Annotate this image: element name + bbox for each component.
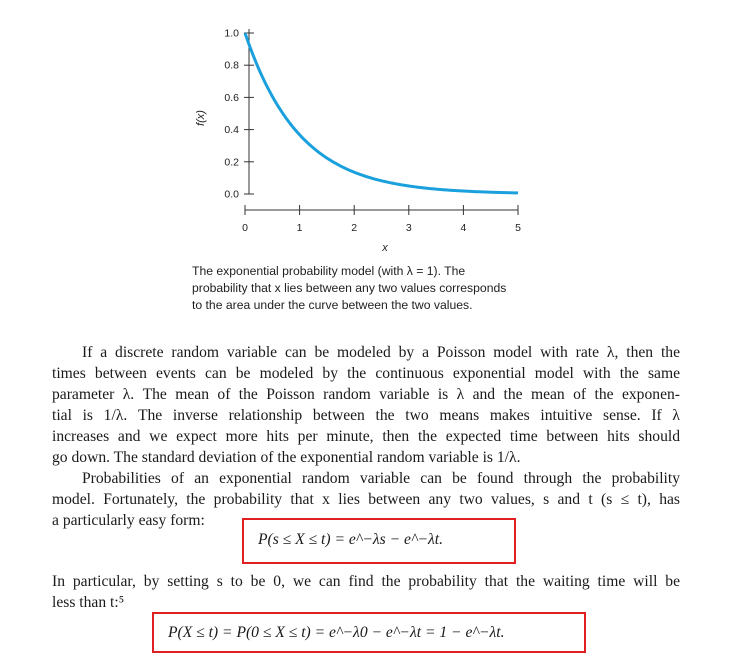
text-line: Probabilities of an exponential random variable can be found through the probability <box>82 470 680 487</box>
x-axis <box>242 205 521 234</box>
x-tick-label: 2 <box>351 222 358 234</box>
text-line: If a discrete random variable can be modeled by a Poisson model with rate λ, then the <box>82 344 680 361</box>
x-tick-label: 1 <box>296 222 303 234</box>
text-line: In particular, by setting s to be 0, we can find the probability that the waiting time will be <box>52 573 680 590</box>
caption-line: probability that x lies between any two values corresponds <box>192 281 507 295</box>
y-axis-label: f(x) <box>195 110 207 126</box>
y-tick-label: 0.4 <box>224 124 239 137</box>
figure-caption <box>192 263 542 314</box>
text-line: go down. The standard deviation of the exponential random variable is 1/λ. <box>52 449 521 466</box>
y-axis <box>224 28 254 201</box>
text-line: model. Fortunately, the probability that x lies between any two values, s and t (s ≤ t), has <box>52 491 680 508</box>
x-tick-label: 3 <box>405 222 412 234</box>
text-line: times between events can be modeled by the continuous exponential model with the same <box>52 365 680 382</box>
y-tick-label: 0.6 <box>224 91 239 104</box>
x-tick-label: 0 <box>242 222 248 234</box>
paragraph-waiting-time <box>52 571 680 613</box>
y-tick-label: 1.0 <box>224 27 239 40</box>
x-tick-label: 4 <box>460 222 467 234</box>
x-axis-label: x <box>382 242 388 254</box>
x-tick-label: 5 <box>515 222 521 234</box>
y-tick-label: 0.8 <box>224 59 239 72</box>
density-curve <box>245 33 518 193</box>
text-line: increases and we expect more hits per minute, then the expected time between hits should <box>52 428 680 445</box>
text-line: parameter λ. The mean of the Poisson random variable is λ and the mean of the exponen- <box>52 386 680 403</box>
text-line: tial is 1/λ. The inverse relationship between the two means makes intuitive sense. If λ <box>52 407 680 424</box>
formula-cdf <box>152 612 586 653</box>
formula-text: P(s ≤ X ≤ t) = e^−λs − e^−λt. <box>258 531 444 548</box>
paragraph-poisson-exponential <box>52 342 680 468</box>
caption-line: to the area under the curve between the two values. <box>192 298 473 312</box>
text-line: less than t:⁵ <box>52 594 125 611</box>
formula-text: P(X ≤ t) = P(0 ≤ X ≤ t) = e^−λ0 − e^−λt = 1 − e^−λt. <box>168 624 505 641</box>
y-tick-label: 0.2 <box>224 156 239 169</box>
caption-line: The exponential probability model (with λ = 1). The <box>192 264 466 278</box>
formula-interval-probability <box>242 518 516 564</box>
text-line: a particularly easy form: <box>52 512 205 529</box>
y-tick-label: 0.0 <box>224 188 239 201</box>
exponential-density-chart <box>185 18 535 258</box>
